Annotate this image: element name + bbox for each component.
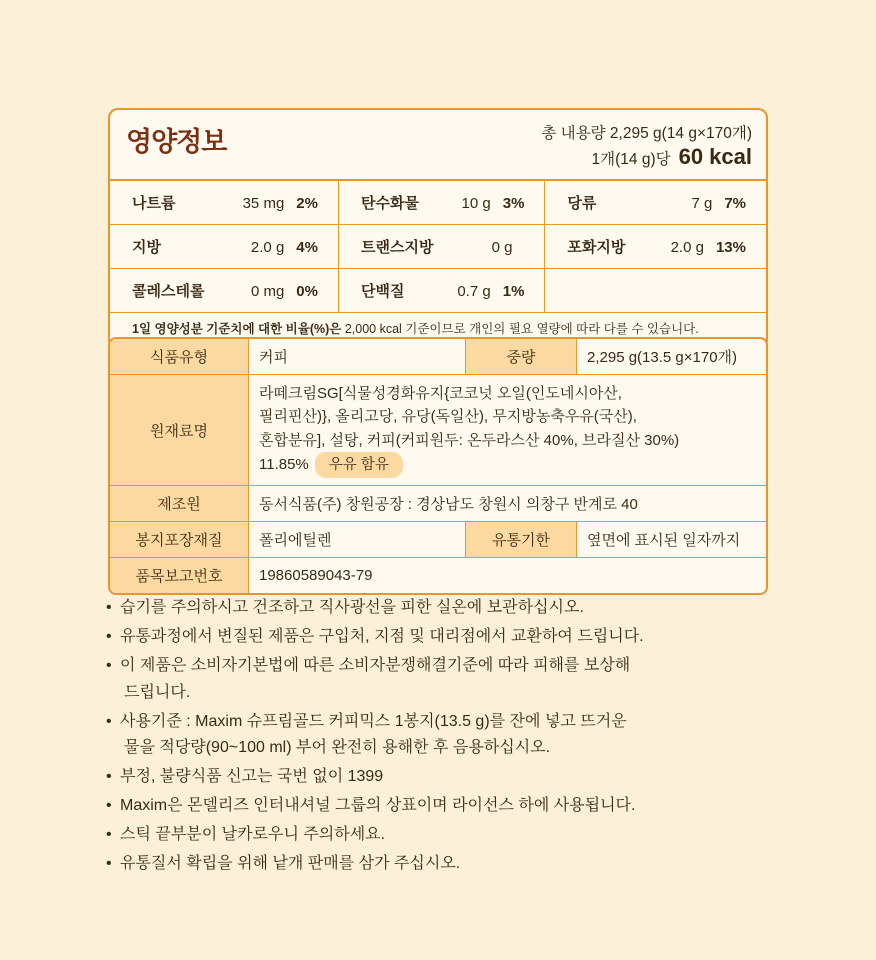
table-row — [110, 558, 766, 594]
nutrient-label: 탄수화물 — [360, 194, 419, 212]
report-number-key: 품목보고번호 — [110, 558, 249, 594]
notice-line-1: 사용기준 : Maxim 슈프림골드 커피믹스 1봉지(13.5 g)를 잔에 넣고 뜨거운 — [120, 712, 627, 730]
notice-line-1: 이 제품은 소비자기본법에 따른 소비자분쟁해결기준에 따라 피해를 보상해 — [120, 656, 631, 674]
table-row — [110, 181, 766, 225]
total-amount: 총 내용량 2,295 g(14 g×170개) — [541, 125, 752, 142]
nutrient-percent: 2% — [296, 194, 318, 212]
nutrient-percent: 13% — [715, 238, 746, 256]
footnote-rest-text: 2,000 kcal 기준이므로 개인의 필요 열량에 따라 다를 수 있습니다. — [341, 321, 699, 336]
nutrient-value: 0 g — [491, 238, 513, 256]
list-item — [104, 653, 804, 707]
package-material-value: 폴리에틸렌 — [249, 522, 466, 558]
nutrient-cell-fat — [110, 224, 338, 268]
notice-line-2: 드립니다. — [124, 683, 191, 701]
notice-line-2: 물을 적당량(90~100 ml) 부어 완전히 용해한 후 음용하십시오. — [124, 739, 551, 757]
table-row — [110, 486, 766, 522]
nutrient-percent: 3% — [502, 194, 525, 212]
product-info-panel — [108, 337, 768, 595]
weight-value: 2,295 g(13.5 g×170개) — [577, 339, 767, 375]
list-item — [104, 624, 804, 651]
nutrient-value: 2.0 g — [250, 238, 285, 256]
nutrient-label: 트랜스지방 — [360, 238, 434, 256]
nutrient-cell-cholesterol — [110, 268, 338, 312]
nutrient-percent: 4% — [296, 238, 318, 256]
nutrient-percent: 7% — [724, 194, 746, 212]
table-row — [110, 224, 766, 268]
nutrient-percent: 0% — [296, 282, 318, 300]
ingredients-line-2: 필리핀산)}, 올리고당, 유당(독일산), 무지방농축우유(국산), — [259, 408, 637, 426]
report-number-value: 19860589043-79 — [259, 567, 373, 585]
table-row — [110, 522, 766, 558]
footnote-bold-text: 1일 영양성분 기준치에 대한 비율(%)은 — [132, 321, 342, 336]
table-row — [110, 268, 766, 312]
product-info-table — [110, 339, 766, 593]
nutrient-value: 10 g — [461, 194, 491, 212]
nutrient-value: 7 g — [691, 194, 713, 212]
nutrition-table — [110, 181, 766, 313]
page-title: 영양정보 — [126, 127, 227, 157]
nutrient-label: 단백질 — [360, 282, 405, 300]
ingredients-line-3: 혼합분유], 설탕, 커피(커피원두: 온두라스산 40%, 브라질산 30%) — [259, 431, 680, 449]
nutrient-cell-trans-fat — [338, 224, 544, 268]
nutrient-cell-sodium — [110, 181, 338, 225]
nutrient-value: 35 mg — [242, 194, 285, 212]
nutrient-label: 지방 — [132, 238, 161, 256]
serving-label: 1개(14 g)당 — [591, 151, 671, 169]
notice-line-1: 습기를 주의하시고 건조하고 직사광선을 피한 실온에 보관하십시오. — [120, 599, 584, 616]
nutrient-cell-empty — [545, 268, 766, 312]
nutrient-percent: 1% — [502, 282, 525, 300]
ingredients-value — [249, 375, 767, 486]
milk-allergen-badge: 우유 함유 — [315, 452, 403, 478]
nutrition-facts-panel — [108, 108, 768, 350]
nutrient-value: 2.0 g — [670, 238, 704, 256]
notice-line-1: 유통질서 확립을 위해 낱개 판매를 삼가 주십시오. — [120, 854, 461, 872]
nutrient-cell-sugars — [545, 181, 766, 225]
calories-value: 60 kcal — [678, 144, 752, 170]
ingredients-line-4: 11.85% — [259, 455, 309, 473]
notice-list — [104, 595, 804, 880]
nutrient-cell-protein — [338, 268, 544, 312]
nutrient-cell-carbohydrate — [338, 181, 544, 225]
food-type-value: 커피 — [249, 339, 466, 375]
serving-row — [541, 143, 752, 171]
table-row — [110, 375, 766, 486]
expiry-value: 옆면에 표시된 일자까지 — [577, 522, 767, 558]
expiry-key: 유통기한 — [466, 522, 577, 558]
list-item — [104, 595, 804, 622]
nutrient-label: 포화지방 — [567, 238, 626, 256]
package-material-key: 봉지포장재질 — [110, 522, 249, 558]
food-type-key: 식품유형 — [110, 339, 249, 375]
nutrition-header — [110, 110, 766, 181]
nutrient-label: 콜레스테롤 — [132, 282, 205, 300]
list-item — [104, 851, 804, 878]
notice-line-1: 부정, 불량식품 신고는 국번 없이 1399 — [120, 768, 384, 786]
nutrient-value: 0.7 g — [457, 282, 491, 300]
nutrient-value: 0 mg — [250, 282, 285, 300]
list-item — [104, 822, 804, 849]
manufacturer-value: 동서식품(주) 창원공장 : 경상남도 창원시 의창구 반계로 40 — [249, 486, 767, 522]
notice-line-1: Maxim은 몬델리즈 인터내셔널 그룹의 상표이며 라이선스 하에 사용됩니다. — [120, 797, 636, 815]
notice-line-1: 스틱 끝부분이 날카로우니 주의하세요. — [120, 826, 386, 843]
list-item — [104, 793, 804, 820]
manufacturer-key: 제조원 — [110, 486, 249, 522]
notice-line-1: 유통과정에서 변질된 제품은 구입처, 지점 및 대리점에서 교환하여 드립니다. — [120, 627, 644, 645]
list-item — [104, 709, 804, 763]
nutrition-summary — [541, 122, 752, 171]
ingredients-key: 원재료명 — [110, 375, 249, 486]
weight-key: 중량 — [466, 339, 577, 375]
nutrient-cell-saturated-fat — [545, 224, 766, 268]
nutrient-label: 나트륨 — [132, 194, 176, 212]
table-row — [110, 339, 766, 375]
list-item — [104, 764, 804, 791]
ingredients-line-1: 라떼크림SG[식물성경화유지{코코넛 오일(인도네시아산, — [259, 385, 622, 402]
nutrient-label: 당류 — [567, 194, 597, 212]
